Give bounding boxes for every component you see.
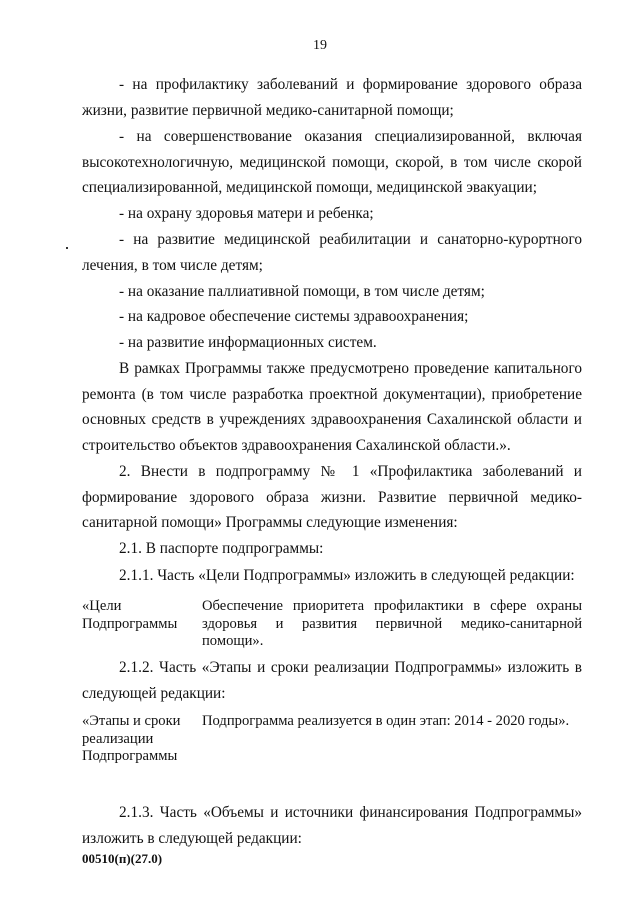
scan-speck <box>66 247 68 249</box>
paragraph-5: - на оказание паллиативной помощи, в том числе детям; <box>119 283 485 300</box>
paragraph-6: - на кадровое обеспечение системы здравоохранения; <box>119 308 469 325</box>
paragraph-2: - на совершенствование оказания специализированной, включая высокотехнологичную, медицинской помощи, скорой, в том числе скорой специализированной, медицинской помощи, медицинской эвакуации; <box>82 128 582 197</box>
paragraph-7: - на развитие информационных систем. <box>119 334 377 351</box>
paragraph-1: - на профилактику заболеваний и формирование здорового образа жизни, развитие первичной медико-санитарной помощи; <box>82 76 582 119</box>
paragraph-8: В рамках Программы также предусмотрено проведение капитального ремонта (в том числе разработка проектной документации), приобретение основных средств в учреждениях здравоохранения Сахалинской области и строительство объектов здравоохранения Сахалинской области.». <box>82 360 582 454</box>
goals-table-row <box>82 598 582 651</box>
document-code: 00510(п)(27.0) <box>82 851 163 866</box>
page-number: 19 <box>313 38 327 53</box>
paragraph-4: - на развитие медицинской реабилитации и санаторно-курортного лечения, в том числе детям; <box>82 231 582 274</box>
stages-table-label: «Этапы и сроки реализации Подпрограммы <box>82 713 181 764</box>
goals-table-value: Обеспечение приоритета профилактики в сфере охраны здоровья и развития первичной медико-санитарной помощи». <box>202 598 582 649</box>
paragraph-9: 2. Внести в подпрограмму № 1 «Профилактика заболеваний и формирование здорового образа жизни. Развитие первичной медико-санитарной помощи» Программы следующие изменения: <box>82 463 582 532</box>
paragraph-3: - на охрану здоровья матери и ребенка; <box>119 205 374 222</box>
paragraph-10: 2.1. В паспорте подпрограммы: <box>119 540 324 557</box>
goals-table-label: «Цели Подпрограммы <box>82 598 178 632</box>
paragraph-11: 2.1.1. Часть «Цели Подпрограммы» изложить в следующей редакции: <box>119 567 575 584</box>
paragraph-12: 2.1.2. Часть «Этапы и сроки реализации Подпрограммы» изложить в следующей редакции: <box>82 659 582 702</box>
stages-table-row <box>82 713 582 766</box>
paragraph-13: 2.1.3. Часть «Объемы и источники финансирования Подпрограммы» изложить в следующей редакции: <box>82 804 582 847</box>
stages-table-value: Подпрограмма реализуется в один этап: 2014 - 2020 годы». <box>202 713 570 729</box>
